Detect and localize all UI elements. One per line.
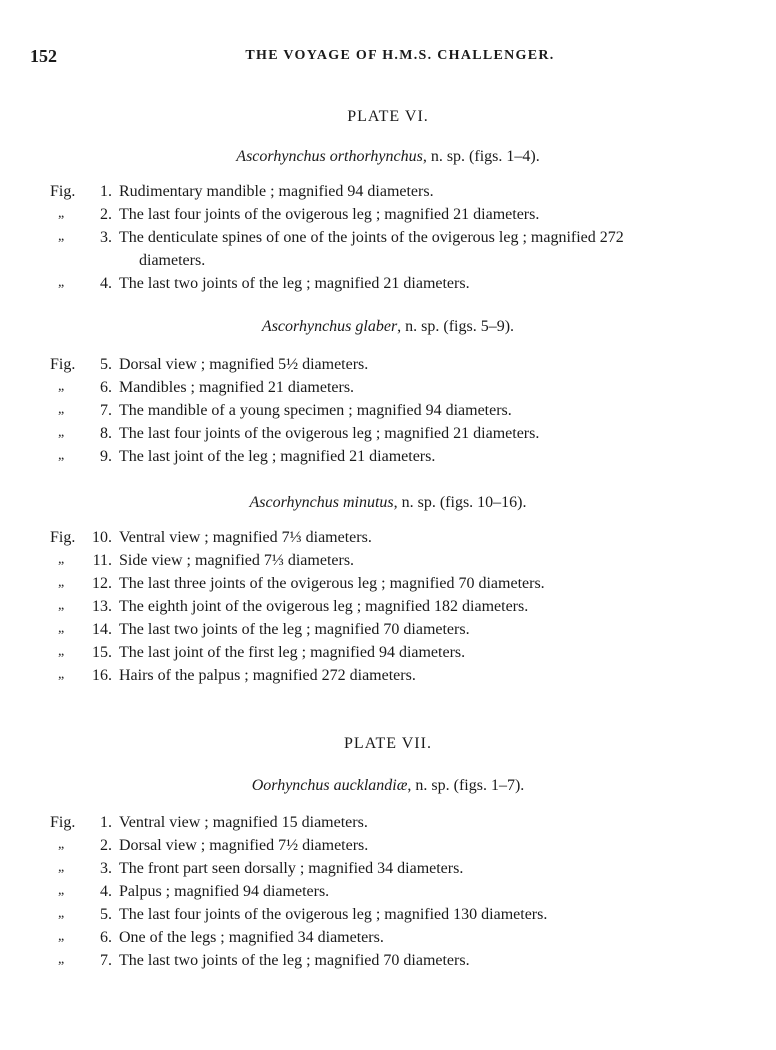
- figure-caption: [0, 552, 776, 575]
- fig-number: 15.: [92, 644, 112, 661]
- ditto-mark: „: [58, 906, 65, 921]
- figure-caption: [0, 667, 776, 690]
- species-suffix: , n. sp. (figs. 10–16).: [393, 494, 527, 511]
- ditto-mark: „: [58, 229, 65, 244]
- figure-caption: [0, 906, 776, 929]
- species-suffix: , n. sp. (figs. 1–4).: [422, 148, 540, 165]
- figure-caption: [0, 929, 776, 952]
- fig-description: The front part seen dorsally ; magnified 34 diameters.: [119, 860, 464, 877]
- fig-description: Mandibles ; magnified 21 diameters.: [119, 379, 355, 396]
- fig-description: The last two joints of the leg ; magnified 70 diameters.: [119, 952, 470, 969]
- fig-number: 7.: [100, 402, 112, 419]
- ditto-mark: „: [58, 402, 65, 417]
- fig-number: 4.: [100, 275, 112, 292]
- figure-caption: [0, 575, 776, 598]
- ditto-mark: „: [58, 860, 65, 875]
- species-name: Ascorhynchus minutus: [249, 494, 394, 511]
- fig-label: Fig.: [50, 356, 76, 373]
- ditto-mark: „: [58, 575, 65, 590]
- figure-caption: [0, 598, 776, 621]
- fig-label: Fig.: [50, 529, 76, 546]
- fig-description: Rudimentary mandible ; magnified 94 diameters.: [119, 183, 434, 200]
- fig-description: The last two joints of the leg ; magnified 21 diameters.: [119, 275, 470, 292]
- fig-description: Dorsal view ; magnified 7½ diameters.: [119, 837, 369, 854]
- figure-caption: [0, 402, 776, 425]
- ditto-mark: „: [58, 379, 65, 394]
- species-name: Ascorhynchus orthorhynchus: [236, 148, 423, 165]
- figure-caption-continuation: [0, 252, 776, 275]
- figure-caption: [0, 621, 776, 644]
- ditto-mark: „: [58, 883, 65, 898]
- ditto-mark: „: [58, 206, 65, 221]
- fig-description: The last two joints of the leg ; magnified 70 diameters.: [119, 621, 470, 638]
- fig-description: The last joint of the first leg ; magnified 94 diameters.: [119, 644, 466, 661]
- ditto-mark: „: [58, 952, 65, 967]
- fig-number: 3.: [100, 860, 112, 877]
- fig-number: 16.: [92, 667, 112, 684]
- species-heading: [0, 148, 776, 166]
- species-heading: [0, 318, 776, 336]
- figure-list: [0, 183, 776, 298]
- fig-description: The last four joints of the ovigerous leg ; magnified 21 diameters.: [119, 425, 540, 442]
- fig-description: The last four joints of the ovigerous leg ; magnified 21 diameters.: [119, 206, 540, 223]
- fig-description: Palpus ; magnified 94 diameters.: [119, 883, 330, 900]
- fig-number: 1.: [100, 814, 112, 831]
- species-heading: [0, 777, 776, 795]
- fig-number: 4.: [100, 883, 112, 900]
- fig-number: 5.: [100, 356, 112, 373]
- species-name: Oorhynchus aucklandiæ: [251, 777, 408, 794]
- species-suffix: , n. sp. (figs. 5–9).: [397, 318, 515, 335]
- page-number: 152: [30, 46, 57, 66]
- plate-title: PLATE VII.: [344, 735, 432, 752]
- figure-caption: [0, 448, 776, 471]
- running-title: THE VOYAGE OF H.M.S. CHALLENGER.: [245, 48, 555, 63]
- figure-list: [0, 529, 776, 690]
- figure-caption: [0, 379, 776, 402]
- fig-number: 2.: [100, 206, 112, 223]
- species-heading: [0, 494, 776, 512]
- figure-caption: [0, 860, 776, 883]
- fig-description: Hairs of the palpus ; magnified 272 diameters.: [119, 667, 416, 684]
- figure-caption: [0, 275, 776, 298]
- fig-description: Dorsal view ; magnified 5½ diameters.: [119, 356, 369, 373]
- species-suffix: , n. sp. (figs. 1–7).: [407, 777, 525, 794]
- fig-number: 8.: [100, 425, 112, 442]
- fig-label: Fig.: [50, 814, 76, 831]
- fig-number: 13.: [92, 598, 112, 615]
- plate-title: PLATE VI.: [347, 108, 429, 125]
- fig-description: The mandible of a young specimen ; magnified 94 diameters.: [119, 402, 512, 419]
- figure-caption: [0, 814, 776, 837]
- fig-number: 2.: [100, 837, 112, 854]
- fig-description: The last three joints of the ovigerous leg ; magnified 70 diameters.: [119, 575, 545, 592]
- fig-number: 9.: [100, 448, 112, 465]
- fig-number: 6.: [100, 929, 112, 946]
- ditto-mark: „: [58, 929, 65, 944]
- figure-caption: [0, 529, 776, 552]
- ditto-mark: „: [58, 275, 65, 290]
- fig-label: Fig.: [50, 183, 76, 200]
- figure-caption: [0, 883, 776, 906]
- figure-caption: [0, 425, 776, 448]
- fig-description: The eighth joint of the ovigerous leg ; magnified 182 diameters.: [119, 598, 529, 615]
- fig-number: 5.: [100, 906, 112, 923]
- figure-caption: [0, 183, 776, 206]
- fig-description: Ventral view ; magnified 7⅓ diameters.: [119, 529, 372, 546]
- ditto-mark: „: [58, 644, 65, 659]
- fig-description: Ventral view ; magnified 15 diameters.: [119, 814, 368, 831]
- page-header: [0, 40, 776, 70]
- ditto-mark: „: [58, 621, 65, 636]
- species-name: Ascorhynchus glaber: [261, 318, 398, 335]
- fig-number: 14.: [92, 621, 112, 638]
- fig-number: 6.: [100, 379, 112, 396]
- fig-description: Side view ; magnified 7⅓ diameters.: [119, 552, 355, 569]
- figure-caption: [0, 206, 776, 229]
- fig-description: The last four joints of the ovigerous leg ; magnified 130 diameters.: [119, 906, 548, 923]
- fig-number: 3.: [100, 229, 112, 246]
- figure-caption: [0, 229, 776, 252]
- ditto-mark: „: [58, 837, 65, 852]
- figure-caption: [0, 644, 776, 667]
- ditto-mark: „: [58, 552, 65, 567]
- figure-list: [0, 814, 776, 975]
- ditto-mark: „: [58, 425, 65, 440]
- fig-description: The last joint of the leg ; magnified 21 diameters.: [119, 448, 436, 465]
- fig-number: 1.: [100, 183, 112, 200]
- fig-description: The denticulate spines of one of the joints of the ovigerous leg ; magnified 272: [119, 229, 624, 246]
- fig-number: 7.: [100, 952, 112, 969]
- fig-number: 10.: [92, 529, 112, 546]
- ditto-mark: „: [58, 667, 65, 682]
- fig-number: 12.: [92, 575, 112, 592]
- ditto-mark: „: [58, 598, 65, 613]
- fig-description: One of the legs ; magnified 34 diameters.: [119, 929, 384, 946]
- figure-caption: [0, 356, 776, 379]
- fig-number: 11.: [92, 552, 112, 569]
- ditto-mark: „: [58, 448, 65, 463]
- figure-list: [0, 356, 776, 471]
- fig-description-continued: diameters.: [139, 252, 206, 269]
- figure-caption: [0, 952, 776, 975]
- figure-caption: [0, 837, 776, 860]
